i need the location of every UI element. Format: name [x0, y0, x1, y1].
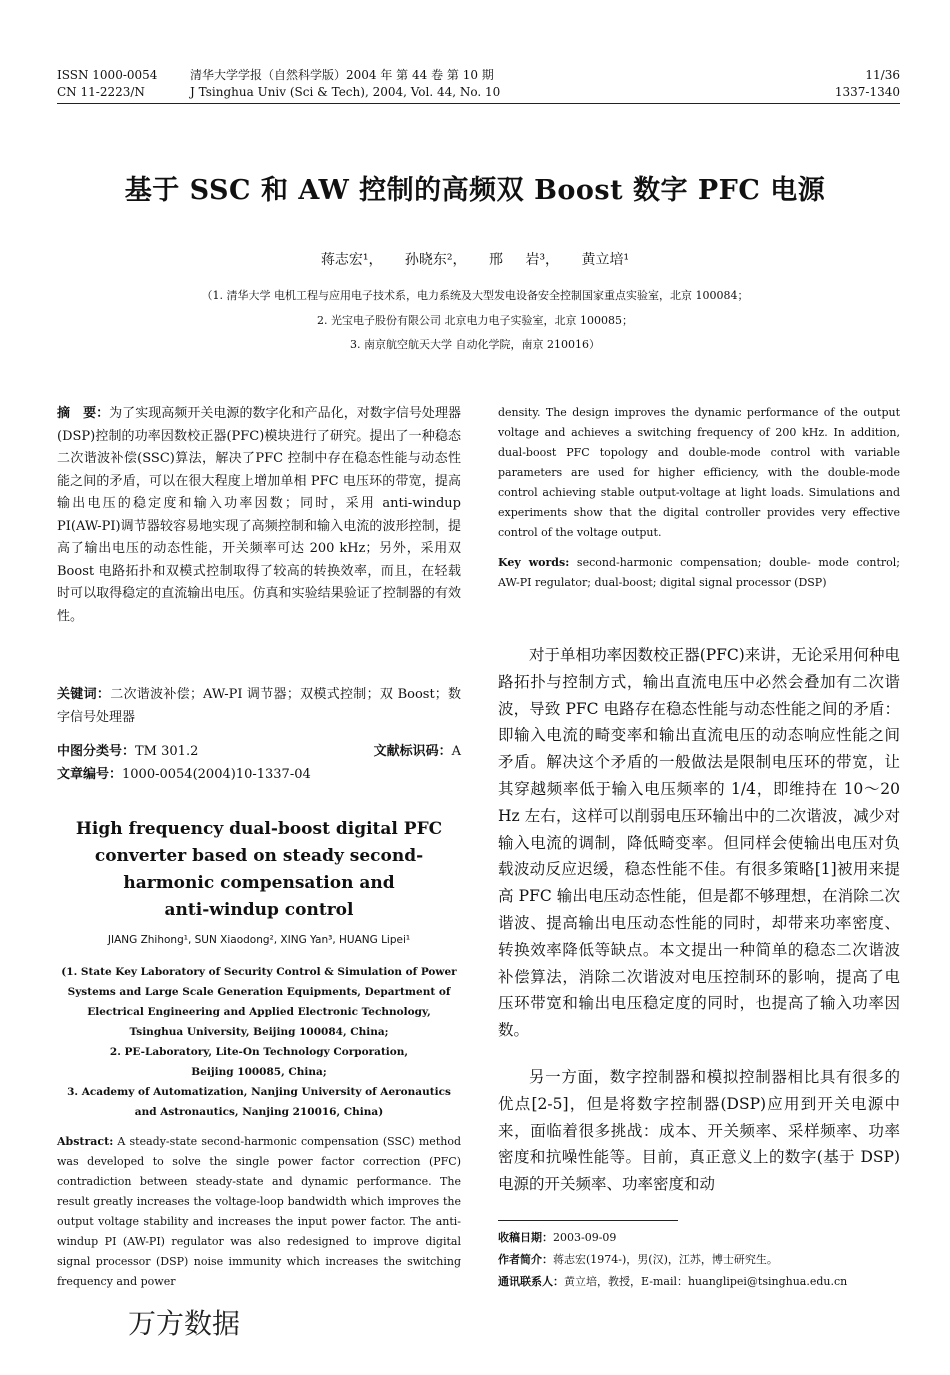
english-title [57, 816, 461, 924]
author-bio [498, 1249, 900, 1271]
body-paragraph-1: 对于单相功率因数校正器(PFC)来讲，无论采用何种电路拓扑与控制方式，输出直流电压中必然会叠加有二次谐波，导致 PFC 电路存在稳态性能与动态性能之间的矛盾：即输入电流的畸变率和输出直流电压的动态响应性能之间矛盾。解决这个矛盾的一般做法是限制电压环的带宽，让其穿越频率低于输入电压频率的 1/4，即维持在 10～20 Hz 左右，这样可以削弱电压环输出中的二次谐波，减少对输入电流的调制，降低畸变率。但同样会使输出电压对负载波动反应迟缓，稳态性能不佳。有很多策略[1]被用来提高 PFC 输出电压动态性能，但是都不够理想，在消除二次谐波、提高输出电压动态性能的同时，却带来功率密度、转换效率降低等缺点。本文提出一种简单的稳态二次谐波补偿算法，消除二次谐波对电压控制环的影响，提高了电压环带宽和输出电压稳定度的同时，也提高了输入功率因数。 [498, 646, 900, 1040]
classification-row [57, 741, 461, 764]
english-abstract-text: A steady-state second-harmonic compensation (SSC) method was developed to solve the single power factor correction (PFC) contradiction between steady-state and dynamic performance. The result greatly increases the voltage-loop bandwidth which improves the output voltage stability and increases the input power factor. The anti-windup PI (AW-PI) regulator was also redesigned to improve digital signal processor (DSP) noise immunity which increases the switching frequency and power [57, 1135, 461, 1288]
english-title-line: converter based on steady second- [94, 846, 424, 866]
journal-citation [190, 67, 500, 101]
english-affiliation-line: and Astronautics, Nanjing 210016, China) [134, 1106, 384, 1118]
article-number-value: 1000-0054(2004)10-1337-04 [122, 767, 311, 782]
journal-issn-block [57, 67, 157, 101]
english-keywords-text: second-harmonic compensation; double- mode control; AW-PI regulator; dual-boost; digital signal processor (DSP) [498, 556, 900, 589]
header-divider [57, 103, 900, 104]
english-keywords [498, 553, 900, 593]
author-list: 蒋志宏¹， 孙晓东²， 邢 岩³， 黄立培¹ [320, 252, 630, 268]
received-value: 2003-09-09 [553, 1231, 617, 1244]
english-abstract-part2: density. The design improves the dynamic performance of the output voltage and achieves a switching frequency of 200 kHz. In addition, dual-boost PFC topology and double-mode control with variable parameters are used for higher efficiency, with the double-mode control achieving stable output-voltage at light loads. Simulations and experiments show that the digital controller provides very effective control of the voltage output. [498, 406, 900, 539]
footnotes [498, 1227, 900, 1293]
affiliation-1: （1. 清华大学 电机工程与应用电子技术系，电力系统及大型发电设备安全控制国家重点实验室，北京 100084； [201, 289, 749, 302]
english-affiliations [57, 962, 461, 1122]
english-title-line: harmonic compensation and [123, 873, 395, 893]
english-affiliation-line: 2. PE-Laboratory, Lite-On Technology Corporation, [109, 1046, 409, 1058]
english-keywords-label: Key words: [498, 556, 570, 569]
corresponding-author [498, 1271, 900, 1293]
english-abstract-part1 [57, 1132, 461, 1292]
keywords-cn-text: 二次谐波补偿；AW-PI 调节器；双模式控制；双 Boost；数字信号处理器 [57, 687, 461, 725]
paper-title: 基于 SSC 和 AW 控制的高频双 Boost 数字 PFC 电源 [124, 175, 826, 206]
affiliation-3: 3. 南京航空航天大学 自动化学院，南京 210016） [350, 338, 600, 351]
doc-code-label: 文献标识码： [373, 744, 452, 759]
abstract-cn-label: 摘 要： [57, 406, 110, 421]
abstract-cn [57, 403, 461, 628]
article-number [57, 764, 461, 787]
english-affiliation-line: (1. State Key Laboratory of Security Control & Simulation of Power [61, 966, 457, 978]
abstract-cn-text: 为了实现高频开关电源的数字化和产品化，对数字信号处理器(DSP)控制的功率因数校正器(PFC)模块进行了研究。提出了一种稳态二次谐波补偿(SSC)算法，解决了PFC 控制中存在稳态性能与动态性能之间的矛盾，可以在很大程度上增加单相 PFC 电压环的带宽，提高输出电压的稳定度和输入功率因数；同时，采用 anti-windup PI(AW-PI)调节器较容易地实现了高频控制和输入电流的波形控制，提高了输出电压的动态性能，开关频率可达 200 kHz；另外，采用双 Boost 电路拓扑和双模式控制取得了较高的转换效率，而且，在轻载时可以取得稳定的直流输出电压。仿真和实验结果验证了控制器的有效性。 [57, 406, 461, 624]
issue-index: 11/36 [865, 68, 900, 82]
keywords-cn [57, 684, 461, 729]
cn-number: CN 11-2223/N [57, 85, 145, 99]
contact-value: 黄立培，教授，E-mail：huanglipei@tsinghua.edu.cn [564, 1275, 848, 1288]
body-paragraph-2: 另一方面，数字控制器和模拟控制器相比具有很多的优点[2-5]，但是将数字控制器(DSP)应用到开关电源中来，面临着很多挑战：成本、开关频率、采样频率、功率密度和抗噪性能等。目前，真正意义上的数字(基于 DSP)电源的开关频率、功率密度和动 [498, 1068, 900, 1194]
received-label: 收稿日期： [498, 1231, 553, 1244]
english-affiliation-line: 3. Academy of Automatization, Nanjing University of Aeronautics [67, 1086, 451, 1098]
english-affiliation-line: Systems and Large Scale Generation Equipments, Department of [67, 986, 451, 998]
journal-name-cn: 清华大学学报（自然科学版）2004 年 第 44 卷 第 10 期 [190, 68, 494, 82]
classification-label: 中图分类号： [57, 744, 136, 759]
page-info [780, 67, 900, 101]
classification-value: TM 301.2 [135, 744, 199, 759]
english-abstract-label: Abstract: [57, 1135, 114, 1148]
journal-name-en: J Tsinghua Univ (Sci & Tech), 2004, Vol. 44, No. 10 [190, 85, 501, 99]
issn: ISSN 1000-0054 [57, 68, 158, 82]
bio-label: 作者简介： [498, 1253, 553, 1266]
english-affiliation-line: Beijing 100085, China; [191, 1066, 327, 1078]
footnote-divider [498, 1220, 678, 1221]
english-authors: JIANG Zhihong¹, SUN Xiaodong², XING Yan³, HUANG Lipei¹ [107, 934, 411, 946]
bio-value: 蒋志宏(1974-)，男(汉)，江苏，博士研究生。 [553, 1253, 778, 1266]
page-range: 1337-1340 [834, 85, 900, 99]
english-affiliation-line: Tsinghua University, Beijing 100084, China; [129, 1026, 389, 1038]
english-title-line: High frequency dual-boost digital PFC [75, 819, 443, 839]
contact-label: 通讯联系人： [498, 1275, 564, 1288]
source-watermark: 万方数据 [128, 1307, 241, 1340]
keywords-cn-label: 关键词： [57, 687, 111, 702]
article-number-label: 文章编号： [57, 767, 123, 782]
affiliation-2: 2. 光宝电子股份有限公司 北京电力电子实验室，北京 100085； [317, 314, 633, 327]
english-title-line: anti-windup control [164, 900, 354, 920]
received-date [498, 1227, 900, 1249]
doc-code-value: A [451, 744, 461, 759]
english-affiliation-line: Electrical Engineering and Applied Electronic Technology, [87, 1006, 431, 1018]
